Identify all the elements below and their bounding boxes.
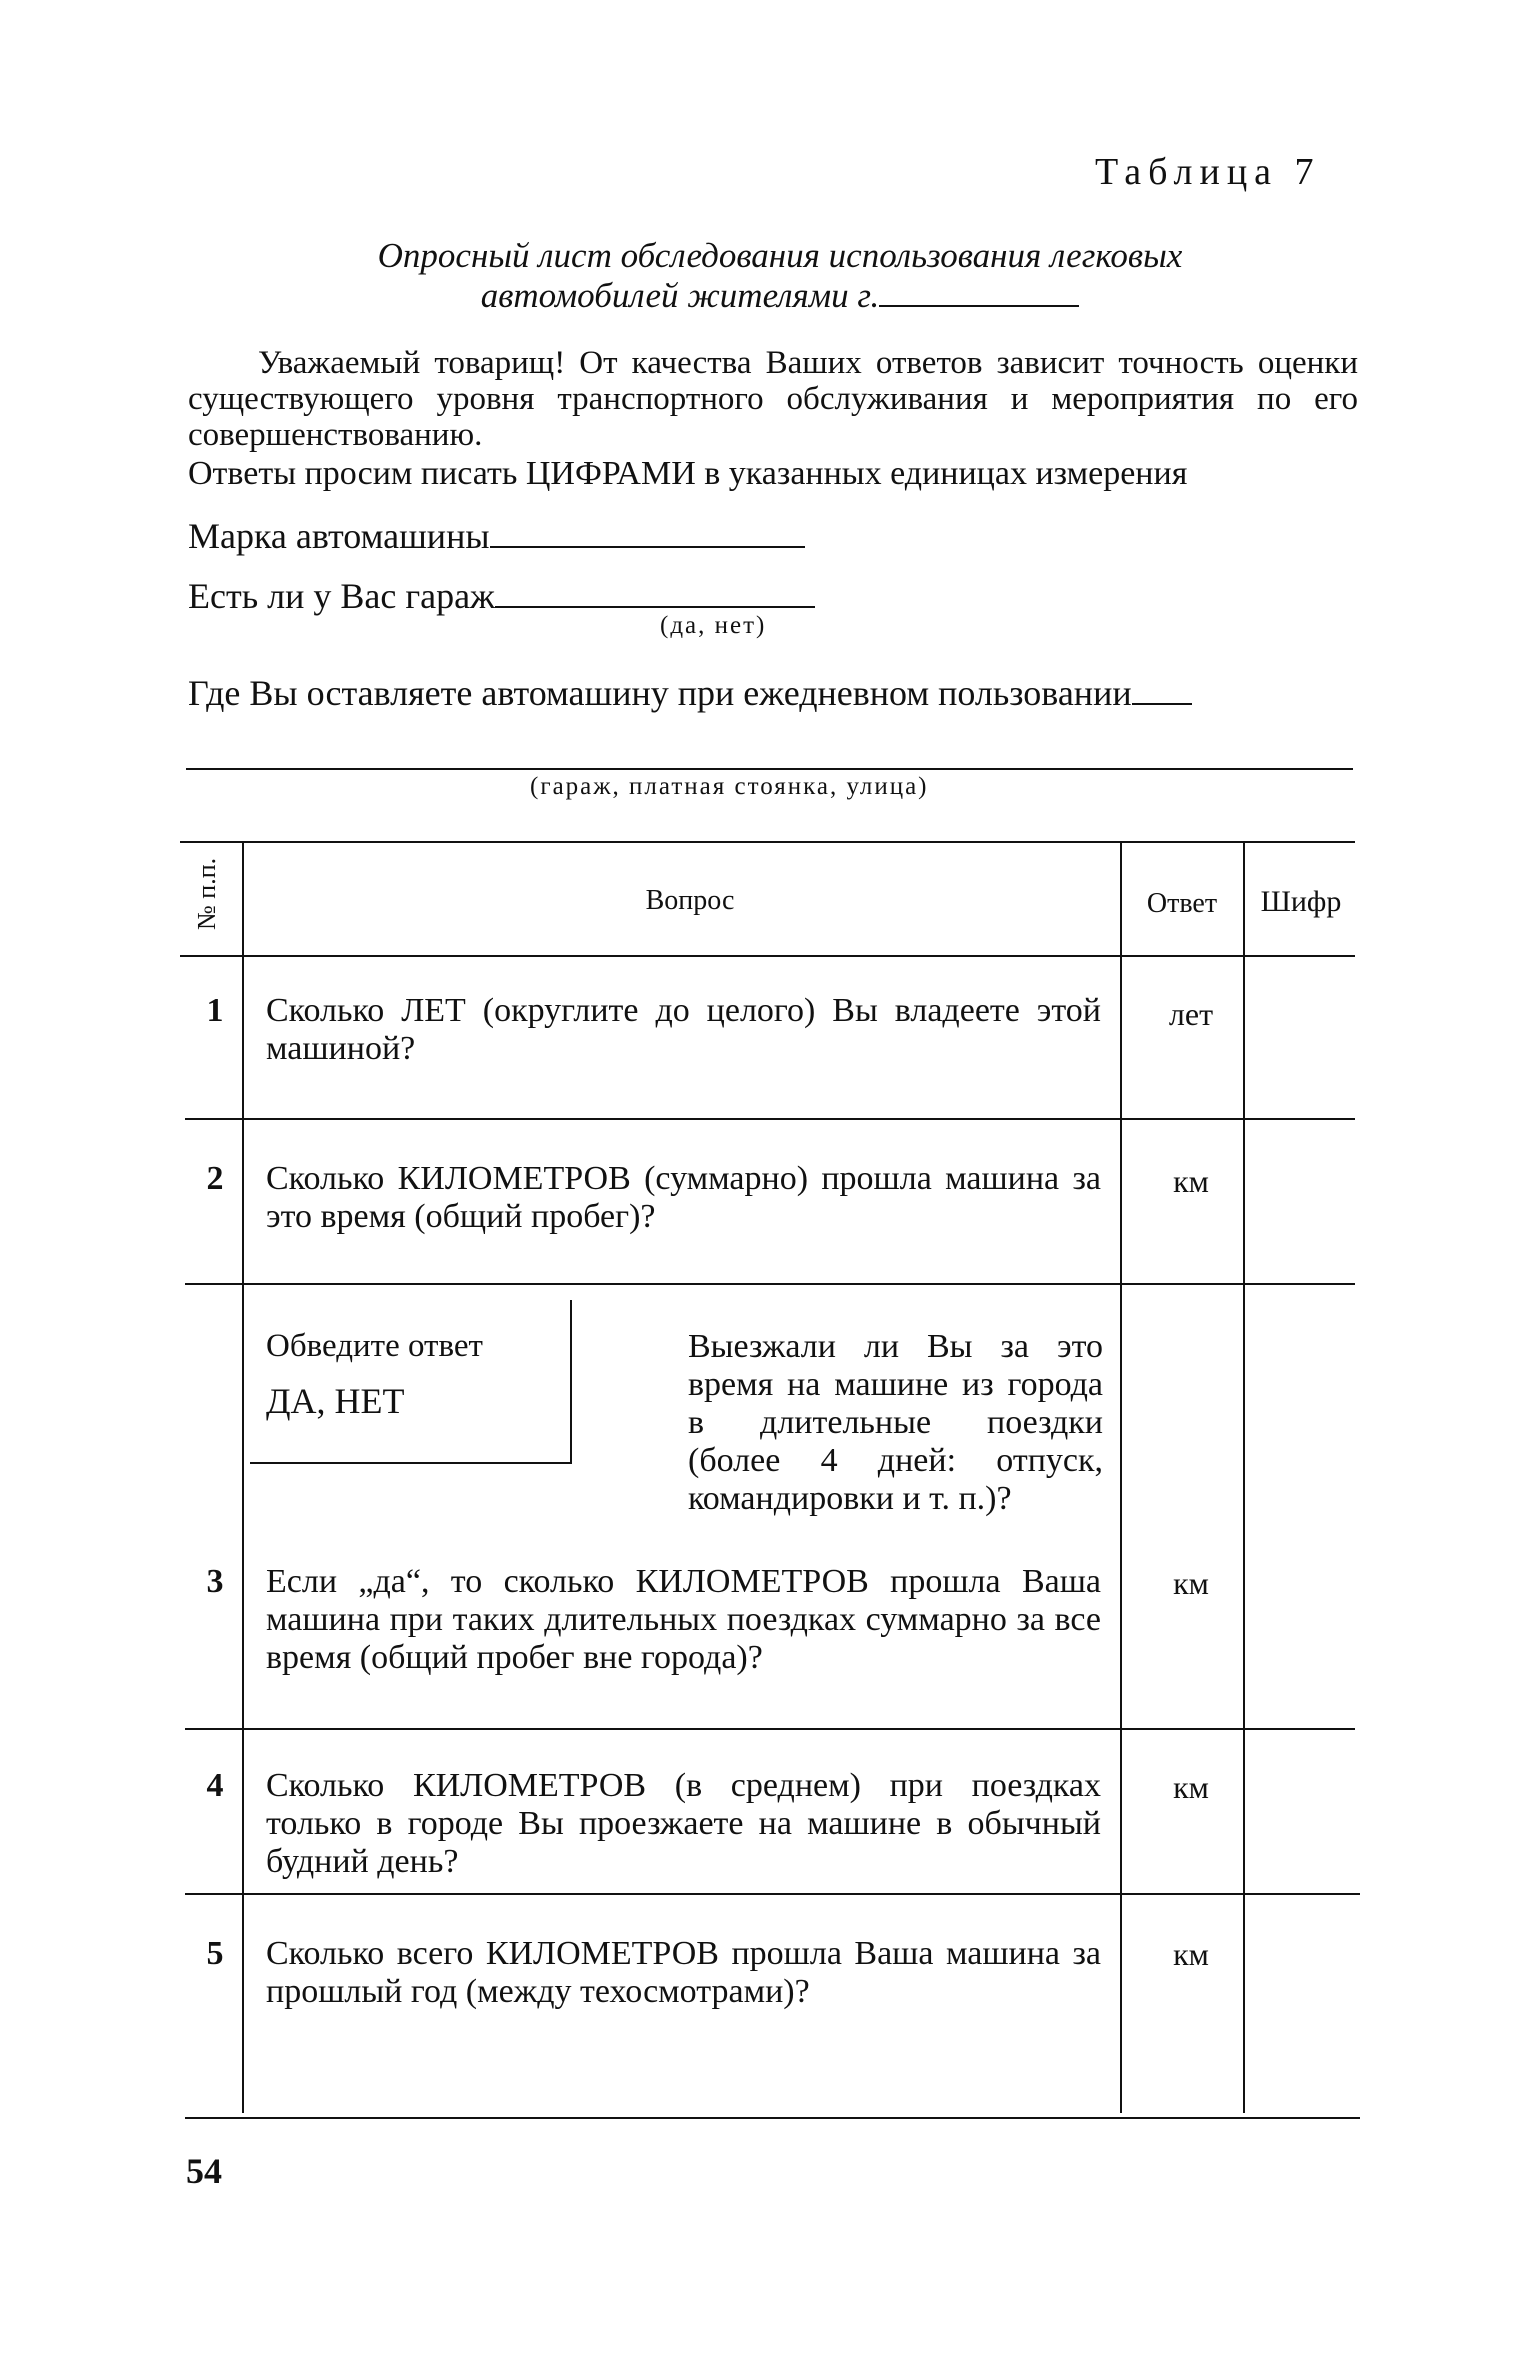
circle-options[interactable]: ДА, НЕТ: [266, 1381, 405, 1421]
circle-label: Обведите ответ: [266, 1328, 483, 1364]
num-col-divider: [242, 843, 244, 2113]
garage-field: [188, 575, 815, 617]
row-3-num: 3: [206, 1563, 224, 1600]
garage-blank[interactable]: [495, 578, 815, 608]
header-answer: Ответ: [1146, 888, 1218, 919]
row-1-question: Сколько ЛЕТ (округлите до целого) Вы владеете этой машиной?: [266, 992, 1101, 1067]
row-4-unit: км: [1173, 1769, 1209, 1805]
row-border-2: [185, 1283, 1355, 1285]
instruction-text: Ответы просим писать ЦИФРАМИ в указанных единицах измерения: [188, 455, 1188, 492]
parking-label: Где Вы оставляете автомашину при ежедневном пользовании: [188, 673, 1132, 713]
title-line-2: [290, 276, 1270, 316]
row-5-question: Сколько всего КИЛОМЕТРОВ прошла Ваша машина за прошлый год (между техосмотрами)?: [266, 1935, 1101, 2010]
parking-blank-2[interactable]: [186, 768, 1353, 770]
row-5-unit: км: [1173, 1936, 1209, 1972]
row-2-question: Сколько КИЛОМЕТРОВ (суммарно) прошла машина за это время (общий пробег)?: [266, 1160, 1101, 1235]
title-line-1: Опросный лист обследования использования легковых: [377, 236, 1183, 275]
page-number: 54: [186, 2151, 222, 2191]
header-code: Шифр: [1260, 885, 1342, 918]
garage-label: Есть ли у Вас гараж: [188, 576, 495, 616]
header-question: Вопрос: [645, 885, 735, 916]
table-caption: Таблица 7: [1095, 151, 1321, 193]
header-bottom-border: [180, 955, 1355, 957]
parking-field: [188, 672, 1192, 714]
car-brand-field: [188, 515, 805, 557]
row-4-question: Сколько КИЛОМЕТРОВ (в среднем) при поездках только в городе Вы проезжаете на машине в обычный будний день?: [266, 1767, 1101, 1880]
circle-box-bottom: [250, 1462, 572, 1464]
intro-paragraph: Уважаемый товарищ! От качества Ваших ответов зависит точность оценки существующего уровня транспортного обслуживания и мероприятия по его совершенствованию.: [188, 345, 1358, 453]
city-blank[interactable]: [879, 279, 1079, 307]
row-1-unit: лет: [1168, 996, 1214, 1032]
row-4-num: 4: [206, 1767, 224, 1804]
row-5-num: 5: [206, 1935, 224, 1972]
row-border-1: [185, 1118, 1355, 1120]
car-brand-blank[interactable]: [490, 518, 805, 548]
page-title: [290, 236, 1270, 316]
row-3-sub-question: Выезжали ли Вы за это время на машине из города в длительные поездки (более 4 дней: отпуск, командировки и т. п.)?: [688, 1328, 1103, 1517]
row-border-4: [185, 1893, 1360, 1895]
row-3-unit: км: [1173, 1565, 1209, 1601]
row-2-unit: км: [1173, 1163, 1209, 1199]
row-border-3: [185, 1728, 1355, 1730]
parking-blank-1[interactable]: [1132, 675, 1192, 705]
circle-box-divider: [570, 1300, 572, 1462]
table-bottom-border: [185, 2117, 1360, 2119]
row-1-num: 1: [206, 992, 224, 1029]
car-brand-label: Марка автомашины: [188, 516, 490, 556]
row-3-question: Если „да“, то сколько КИЛОМЕТРОВ прошла Ваша машина при таких длительных поездках суммарно за все время (общий пробег вне города)?: [266, 1563, 1101, 1676]
header-num: № п.п.: [192, 857, 221, 930]
garage-hint: (да, нет): [660, 612, 767, 639]
table-top-border: [180, 841, 1355, 843]
title-line-2-text: автомобилей жителями г.: [480, 276, 880, 315]
row-2-num: 2: [206, 1160, 224, 1197]
question-col-divider: [1120, 843, 1122, 2113]
answer-col-divider: [1243, 843, 1245, 2113]
parking-hint: (гараж, платная стоянка, улица): [530, 773, 929, 800]
